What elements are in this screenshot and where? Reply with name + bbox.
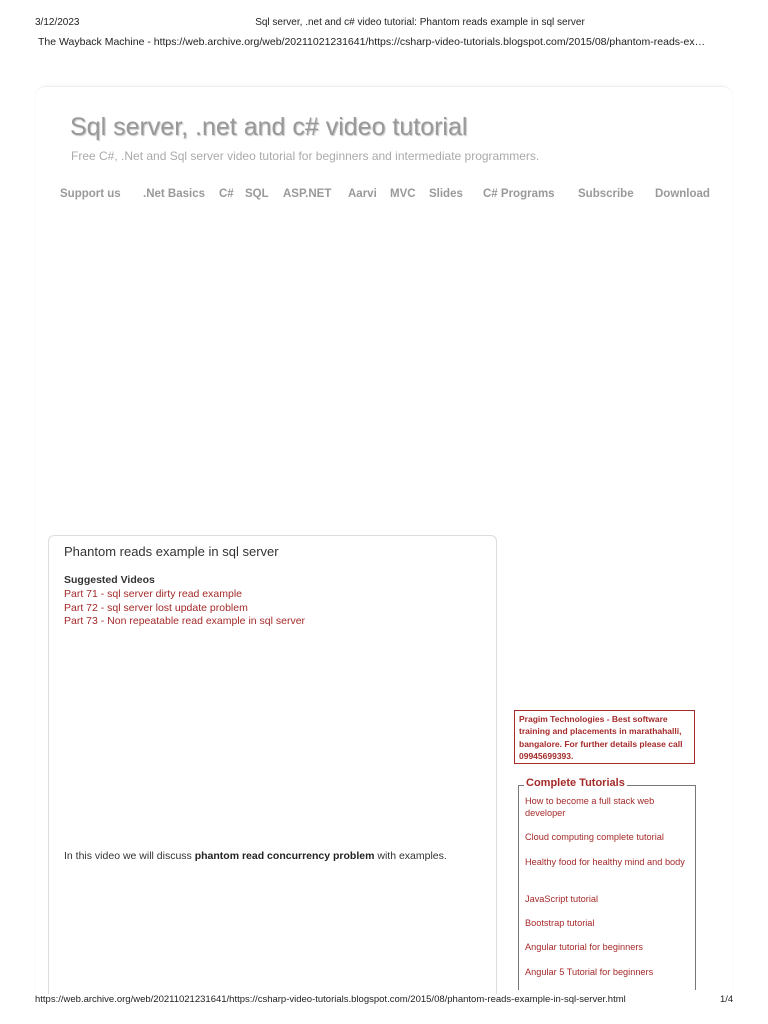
tutorial-link[interactable]: Cloud computing complete tutorial <box>525 832 664 842</box>
post-intro <box>64 850 447 862</box>
intro-bold-text: phantom read concurrency problem <box>194 850 375 862</box>
nav-item-support-us[interactable]: Support us <box>60 188 121 200</box>
print-date: 3/12/2023 <box>35 17 80 28</box>
top-nav <box>0 188 768 204</box>
nav-item-aarvi[interactable]: Aarvi <box>348 188 377 200</box>
nav-item-net-basics[interactable]: .Net Basics <box>143 188 206 200</box>
nav-item-slides[interactable]: Slides <box>429 188 463 200</box>
intro-text: In this video we will discuss <box>64 850 195 862</box>
print-page-number: 1/4 <box>720 994 734 1005</box>
intro-text-end: with examples. <box>374 850 447 862</box>
tutorial-link[interactable]: How to become a full stack web developer <box>525 796 655 818</box>
blog-title[interactable]: Sql server, .net and c# video tutorial <box>70 113 468 141</box>
nav-item-csharp-programs[interactable]: C# Programs <box>483 188 555 200</box>
nav-item-aspnet[interactable]: ASP.NET <box>283 188 332 200</box>
tutorial-link[interactable]: Bootstrap tutorial <box>525 918 595 928</box>
suggested-video-link[interactable]: Part 71 - sql server dirty read example <box>64 588 242 600</box>
pragim-ad-box[interactable]: Pragim Technologies - Best software training and placements in marathahalli, bangalore. For further details please call 09945699393. <box>514 710 695 764</box>
print-doc-title: Sql server, .net and c# video tutorial: Phantom reads example in sql server <box>255 17 585 28</box>
post-title: Phantom reads example in sql server <box>64 544 279 559</box>
nav-item-mvc[interactable]: MVC <box>390 188 416 200</box>
blog-description: Free C#, .Net and Sql server video tutorial for beginners and intermediate programmers. <box>71 149 540 163</box>
print-header <box>0 17 768 31</box>
tutorial-link[interactable]: JavaScript tutorial <box>525 894 599 904</box>
suggested-video-link[interactable]: Part 72 - sql server lost update problem <box>64 602 248 614</box>
tutorial-link[interactable]: Healthy food for healthy mind and body <box>525 857 685 867</box>
nav-item-download[interactable]: Download <box>655 188 710 200</box>
tutorial-link[interactable]: Angular tutorial for beginners <box>525 942 643 952</box>
suggested-video-link[interactable]: Part 73 - Non repeatable read example in sql server <box>64 615 306 627</box>
print-footer <box>0 994 768 1008</box>
tutorial-link[interactable]: Angular 5 Tutorial for beginners <box>525 967 654 977</box>
wayback-banner-text: The Wayback Machine - https://web.archive.org/web/20211021231641/https://csharp-video-tutorials.blogspot.com/2015/08/phantom-reads-ex… <box>38 36 706 48</box>
suggested-videos-heading: Suggested Videos <box>64 574 155 586</box>
nav-item-subscribe[interactable]: Subscribe <box>578 188 634 200</box>
complete-tutorials-heading: Complete Tutorials <box>526 777 625 789</box>
print-footer-url: https://web.archive.org/web/20211021231641/https://csharp-video-tutorials.blogspot.com/2015/08/phantom-reads-example-in-sql-server.html <box>35 994 626 1005</box>
nav-item-sql[interactable]: SQL <box>245 188 269 200</box>
nav-item-csharp[interactable]: C# <box>219 188 234 200</box>
